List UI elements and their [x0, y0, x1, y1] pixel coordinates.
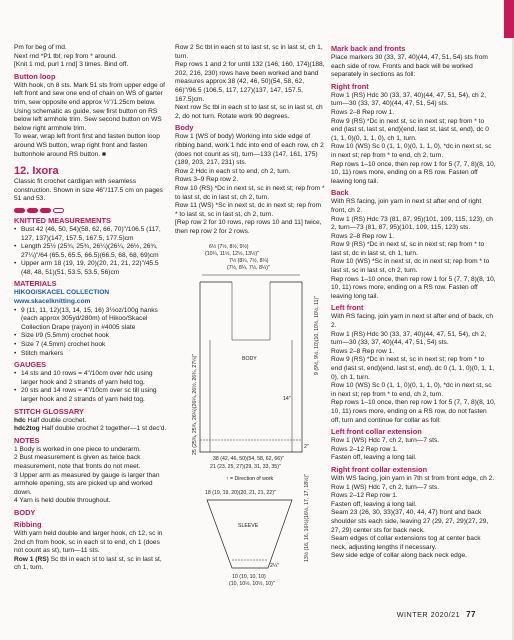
row-instruction: Row 1 (WS of body) Working into side edge of ribbing band, work 1 hdc into end of each row, ch 2 (does not count as st), turn—133 (147, 161, 175)(189, 203, 217, 231) sts.	[175, 133, 324, 167]
row-instruction: Row 10 (WS) *Sc in next st, dc in next st; rep from * to last st, sc in last st, ch 2, turn.	[331, 258, 490, 275]
row-instruction: Seam 23 (26, 30, 33)(37, 40, 44, 47) front and back shoulder sts each side, leaving 27 (29, 27, 29)(27, 29, 27, 29) center sts for back neck.	[331, 509, 489, 534]
row-instruction: Row 2 Sc tbl in each st to last st, sc in last st, ch 1, turn.	[175, 44, 323, 60]
row-instruction: Row 2 Hdc in each st to end, ch 2, turn.	[175, 167, 291, 175]
row-instruction: Row 1 (WS) Hdc 7, ch 2, turn—7 sts.	[331, 437, 440, 445]
brand-name: HIKOO/SKACEL COLLECTION	[14, 289, 110, 297]
row-instruction: Row 10 (WS) Sc 0 (1, 1, 0)(0, 1, 1, 0), *dc in next st, sc in next st; rep from * to end, ch 2, turn.	[331, 382, 492, 398]
list-item: • Upper arm 18 (19, 19, 20)(20, 21, 21, 22)"/45.5 (48, 48, 51)(51, 53.5, 53.5, 56)cm	[14, 260, 169, 277]
row-instruction: Row 9 (RS) *Dc in next st, sc in next st; rep from * to end (last st, end)(end, last st, end), dc 0 (1, 1, 0)(0, 1, 1, 0), ch 1, turn.	[331, 356, 495, 381]
notes-heading: NOTES	[14, 435, 40, 445]
list-item: • Size I/9 (5.5mm) crochet hook	[14, 332, 169, 341]
row-instruction: Row 1 (RS) Hdc 30 (33, 37, 40)(44, 47, 51, 54), ch 2, turn—30 (33, 37, 40)(44, 47, 51, 54) sts.	[331, 330, 487, 347]
row-instruction: Fasten off, leaving a long tail.	[331, 500, 417, 508]
row-instruction: Row 1 (WS) Hdc 7, ch 2, turn—7 sts.	[331, 483, 440, 491]
button-loop-heading: Button loop	[14, 71, 56, 81]
row-instruction: Sew side edge of collar along back neck edge.	[331, 552, 467, 560]
dim-label: 21 (23, 25, 27)(29, 31, 33, 35)"	[210, 464, 281, 470]
dim-label: 38 (42, 46, 50)(54, 58, 62, 66)"	[213, 456, 284, 462]
dim-label: 18 (19, 19, 20)(20, 21, 21, 22)"	[205, 490, 276, 496]
column-3	[331, 44, 496, 561]
pattern-name: Ixora	[32, 165, 59, 178]
list-item: • Bust 42 (46, 50, 54)(58, 62, 66, 70)"/106.5 (117, 127, 137)(147, 157.5, 167.5, 177.5)cm	[14, 226, 169, 243]
glossary-def: Half double crochet 2 together—1 st dec'd.	[41, 425, 167, 433]
dim-label: 9 (9½, 9½, 10)(10, 10½, 10½, 11)"	[314, 295, 320, 375]
row-instruction: Row 10 (WS) Sc 0 (1, 1, 0)(0, 1, 1, 0), *dc in next st, sc in next st; rep from * to end, ch 2, turn.	[331, 143, 492, 159]
back-heading: Back	[331, 188, 349, 198]
row-instruction: Row 9 (RS) *Dc in next st, sc in next st; rep from * to end (last st, last st, end)(end, last st, last st, end), dc 0 (1, 1, 0)(0, 1, 1, 0), ch 1, turn.	[331, 117, 489, 142]
glossary-term: hdc2tog	[14, 425, 40, 433]
list-item: • 20 sts and 14 rows = 4"/10cm over sc till using larger hook and 2 strands of yarn held tog.	[14, 387, 169, 404]
gauges-heading: GAUGES	[14, 360, 47, 370]
row-instruction: Rows 2–8 Rep row 1.	[331, 347, 395, 355]
row-instruction: Row 1 (RS) Hdc 30 (33, 37, 40)(44, 47, 51, 54), ch 2, turn—30 (33, 37, 40)(44, 47, 51, 54) sts.	[331, 91, 487, 108]
button-loop-text-2: To wear, wrap left front first and fasten button loop around WS button, wrap right front and fasten buttonhole around RS button. ■	[14, 133, 160, 158]
right-front-heading: Right front	[331, 81, 369, 91]
row-instruction: Rep rows 1 and 2 for until 132 (146, 160, 174)(188, 202, 216, 230) rows have been worked and band measures approx 38 (42, 46, 50)(54, 58, 62, 66)"/96.5 (106.5, 117, 127)(137, 147, 157.5, 167.5)cm.	[175, 61, 325, 103]
stitch-glossary-heading: STITCH GLOSSARY	[14, 406, 84, 416]
dim-label: (7½, 8¼, 7½, 8¼)"	[227, 265, 270, 271]
row-instruction: [Rep row 2 for 10 rows, rep rows 10 and 11] twice, then rep row 2 for 2 rows.	[175, 219, 322, 235]
row-instruction: Place markers 30 (33, 37, 40)(44, 47, 51, 54) sts from each side of row. Fronts and back will be worked separately in sections as foll:	[331, 54, 488, 79]
issue-label: WINTER 2020/21	[396, 610, 461, 620]
row-instruction: Row 1 (RS) Hdc 73 (81, 87, 95)(101, 109, 115, 123), ch 2, turn—73 (81, 87, 95)(101, 109, 115, 123) sts.	[331, 215, 493, 232]
sleeve-outline	[207, 500, 292, 568]
intro-line: Pm for beg of rnd.	[14, 44, 67, 51]
list-item: • Stitch markers	[14, 350, 169, 359]
row-instruction: Rep rows 1–10 once, then rep row 1 for 5 (7, 7, 8)(8, 10, 10, 11) rows more, ending on a RS row. Fasten off leaving long tail.	[331, 275, 496, 300]
dim-label: 10 (10, 10, 10)	[232, 574, 266, 580]
row-label: Row 1 (RS)	[14, 555, 49, 563]
dim-label: 2¼"	[270, 563, 280, 569]
row-instruction: Row 11 (WS) *Sc in next st, dc in next st; rep from * to last st, sc in last st, ch 2, turn.	[175, 202, 322, 218]
button-loop-text: With hook, ch 8 sts. Mark 51 sts from upper edge of left front and sew one end of chain on WS of garter trim, sew opposite end approx ½"/1.25cm below. Using schematic as guide, sew first button on RS below left armhole trim. Sew second button on WS below right armhole trim.	[14, 81, 165, 132]
body-label: BODY	[242, 356, 257, 362]
row-instruction: Seam edges of collar extensions tog at center back neck, adjusting lengths if necessary.	[331, 535, 481, 551]
dim-label: 13½ (16, 16, 16½)(16½, 17, 17, 18½)"	[304, 473, 310, 562]
page-footer	[397, 611, 476, 620]
row-instruction: Next row Sc tbl in each st to last st, sc in last st, ch 2, do not turn. Rotate work 90 degrees.	[175, 104, 323, 120]
body-heading: Body	[175, 123, 194, 133]
page-number: 77	[466, 610, 476, 620]
left-collar-heading: Left front collar extension	[331, 427, 422, 437]
dim-label: 25 (25¾, 25¾, 26¼)(26¼, 26½, 26¾, 27¼)"	[192, 353, 198, 455]
note-item: 3 Upper arm as measured by gauge is larger than armhole opening, sts are picked up and worked down.	[14, 471, 160, 496]
row-instruction: Fasten off, leaving a long tail.	[331, 454, 417, 462]
dim-label: 6½ (7½, 8½, 9½)	[209, 244, 249, 250]
list-item: • 9 (11, 11, 12)(13, 14, 15, 16) 3½oz/100g hanks (each approx 305yd/280m) of Hikoo/Skacel Collection Drape (rayon) in #4005 slate	[14, 307, 169, 333]
sleeve-label: SLEEVE	[238, 523, 259, 529]
row-instruction: Row 9 (RS) *Dc in next st, sc in next st; rep from * to last st, dc in last st, ch 1, turn.	[331, 241, 485, 257]
note-item: 4 Yarn is held double throughout.	[14, 497, 111, 505]
materials-heading: MATERIALS	[14, 279, 57, 289]
row-instruction: Rows 2–12 Rep row 1.	[331, 492, 398, 500]
note-item: 2 Bust measurement is given as twice back measurement, note that fronts do not meet.	[14, 454, 141, 470]
body-schematic	[191, 243, 320, 470]
ribbing-text: With yarn held double and larger hook, ch 12, sc in 2nd ch from hook, sc in each st to end, ch 1 (does not count as st), turn—11 sts.	[14, 529, 163, 555]
row-instruction: Rep rows 1–10 once, then rep row 1 for 5 (7, 7, 8)(8, 10, 10, 11) rows more, ending on a RS row. Fasten off leaving long tail.	[331, 160, 496, 185]
sleeve-schematic	[205, 474, 310, 587]
glossary-def: Half double crochet.	[27, 416, 87, 424]
row-instruction: Rows 2–8 Rep row 1.	[331, 232, 395, 240]
row-instruction: Rows 2–8 Rep row 1.	[331, 108, 395, 116]
dim-label: (10, 10½, 10½, 10)"	[229, 581, 275, 587]
measurements-heading: KNITTED MEASUREMENTS	[14, 215, 111, 225]
row-instruction: With RS facing, join yarn in next st after end of right front, ch 2.	[331, 198, 482, 214]
intro-line: [Knit 1 rnd, purl 1 rnd] 3 times. Bind off.	[14, 61, 129, 69]
glossary-term: hdc	[14, 416, 26, 424]
row-instruction: With WS facing, join yarn in 7th st from front edge, ch 2.	[331, 474, 495, 482]
body-heading: BODY	[14, 507, 36, 517]
row-instruction: With RS facing, join yarn in next st after end of back, ch 2.	[331, 313, 493, 330]
dim-label: 14"	[283, 396, 291, 402]
intro-line: Next rnd *P1 tbl; rep from * around.	[14, 52, 117, 60]
left-front-heading: Left front	[331, 303, 364, 313]
ribbing-heading: Ribbing	[14, 519, 42, 529]
list-item: • Length 25½ (25¾, 25¾, 26¼)(26¼, 26½, 26¾, 27¼)"/64 (65.5, 65.5, 66.5)(66.5, 68, 68, 69)cm	[14, 243, 169, 260]
dim-label: 7½ (8¼, 7½, 8¼)	[229, 258, 269, 264]
mark-heading: Mark back and fronts	[331, 44, 406, 53]
row-instruction: Rows 3–9 Rep row 2.	[175, 176, 239, 184]
pattern-number: 12.	[14, 165, 30, 178]
dim-label: (10¼, 11½, 12½, 13½)"	[205, 251, 259, 257]
note-item: 1 Body is worked in one piece to underarm.	[14, 445, 141, 453]
list-item: • Size 7 (4.5mm) crochet hook	[14, 341, 169, 350]
row-instruction: Rep rows 1–10 once, then rep row 1 for 5 (7, 7, 8)(8, 10, 10, 11) rows more, ending on a RS row, do not fasten off, turn and continue for collar as foll:	[331, 399, 496, 424]
list-item: • 14 sts and 10 rows = 4"/10cm over hdc using larger hook and 2 strands of yarn held tog.	[14, 370, 169, 387]
brand-website: www.skacelknitting.com	[14, 298, 91, 306]
dim-label: 2"	[304, 444, 309, 450]
row-text: Sc tbl in each st to last st, sc in last st, ch 1, turn.	[14, 555, 162, 572]
body-outline	[200, 282, 302, 452]
pattern-description: Classic fit crochet cardigan with seamless construction. Shown in size 46"/117.5 cm on pages 51 and 53.	[14, 178, 163, 203]
direction-label: ↑ = Direction of work	[226, 476, 274, 482]
row-instruction: Rows 2–12 Rep row 1.	[331, 445, 398, 453]
right-collar-heading: Right front collar extension	[331, 464, 428, 474]
row-instruction: Row 10 (RS) *Dc in next st, sc in next st; rep from * to last st, dc in last st, ch 2, turn.	[175, 184, 325, 201]
